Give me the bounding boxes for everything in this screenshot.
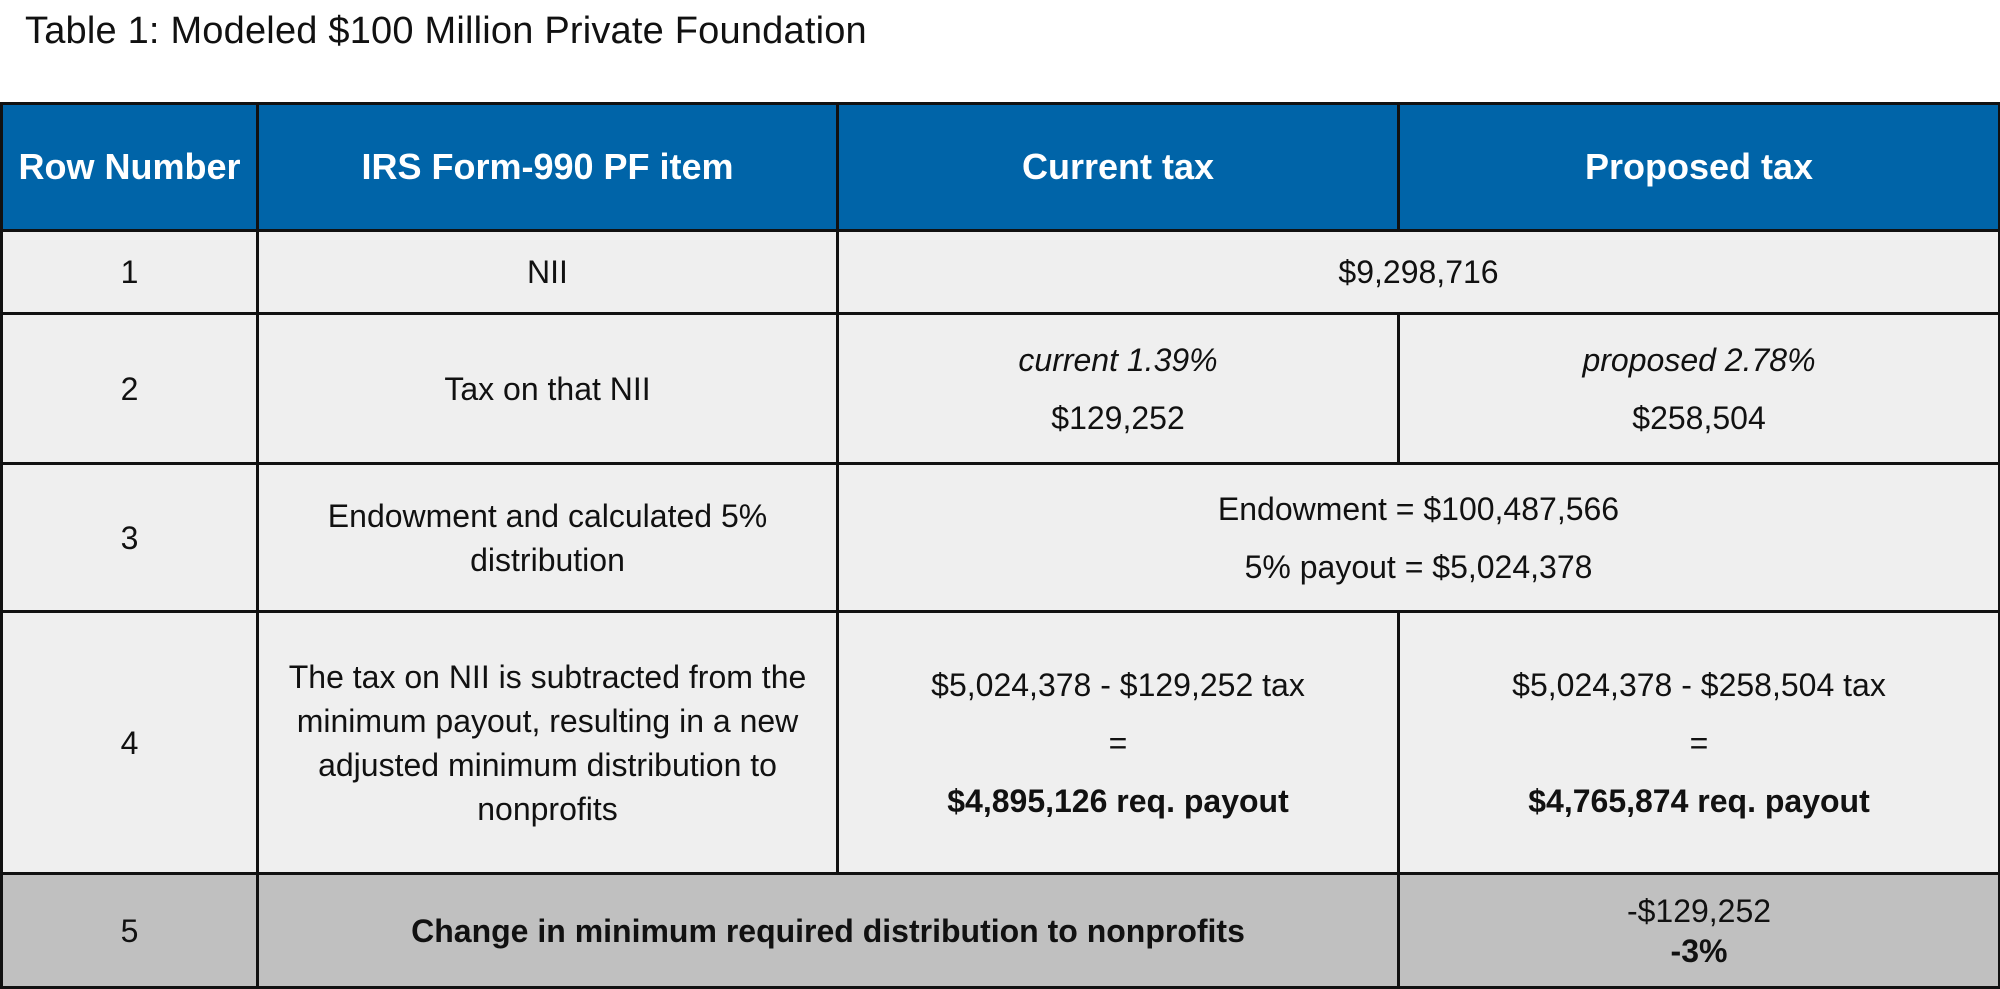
- current-calc: $5,024,378 - $129,252 tax: [931, 666, 1305, 703]
- proposed-tax-cell: [1399, 314, 2000, 464]
- table-row: [2, 464, 2000, 612]
- proposed-equals: =: [1689, 724, 1709, 761]
- table-row: [2, 231, 2000, 314]
- table-row: [2, 612, 2000, 874]
- change-label: Change in minimum required distribution to nonprofits: [258, 874, 1399, 988]
- table-title: Table 1: Modeled $100 Million Private Foundation: [25, 10, 867, 52]
- row-number: 3: [2, 464, 258, 612]
- proposed-calc-cell: [1399, 612, 2000, 874]
- header-proposed-tax: Proposed tax: [1399, 104, 2000, 231]
- current-result: $4,895,126 req. payout: [947, 782, 1289, 819]
- header-current-tax: Current tax: [838, 104, 1399, 231]
- header-row-number: Row Number: [2, 104, 258, 231]
- row-item: NII: [258, 231, 838, 314]
- row-item: The tax on NII is subtracted from the minimum payout, resulting in a new adjusted minimum distribution to nonprofits: [258, 612, 838, 874]
- current-calc-cell: [838, 612, 1399, 874]
- current-equals: =: [1108, 724, 1128, 761]
- change-percent: -3%: [1670, 932, 1728, 969]
- header-row: [2, 104, 2000, 231]
- current-tax-value: $129,252: [1051, 399, 1185, 436]
- change-cell: [1399, 874, 2000, 988]
- proposed-tax-value: $258,504: [1632, 399, 1766, 436]
- proposed-calc: $5,024,378 - $258,504 tax: [1512, 666, 1886, 703]
- endowment-value: Endowment = $100,487,566: [1217, 490, 1620, 527]
- header-item: IRS Form-990 PF item: [258, 104, 838, 231]
- row-number: 5: [2, 874, 258, 988]
- foundation-table: [0, 102, 2000, 989]
- table-row: [2, 314, 2000, 464]
- payout-value: 5% payout = $5,024,378: [1244, 548, 1593, 585]
- proposed-rate: proposed 2.78%: [1582, 341, 1816, 378]
- change-value: -$129,252: [1626, 892, 1772, 929]
- row-number: 1: [2, 231, 258, 314]
- current-tax-cell: [838, 314, 1399, 464]
- row-item: Endowment and calculated 5% distribution: [258, 464, 838, 612]
- endowment-cell: [838, 464, 2000, 612]
- current-rate: current 1.39%: [1018, 341, 1218, 378]
- row-item: Tax on that NII: [258, 314, 838, 464]
- row-number: 4: [2, 612, 258, 874]
- table-row: [2, 874, 2000, 988]
- proposed-result: $4,765,874 req. payout: [1528, 782, 1870, 819]
- nii-value: $9,298,716: [838, 231, 2000, 314]
- row-number: 2: [2, 314, 258, 464]
